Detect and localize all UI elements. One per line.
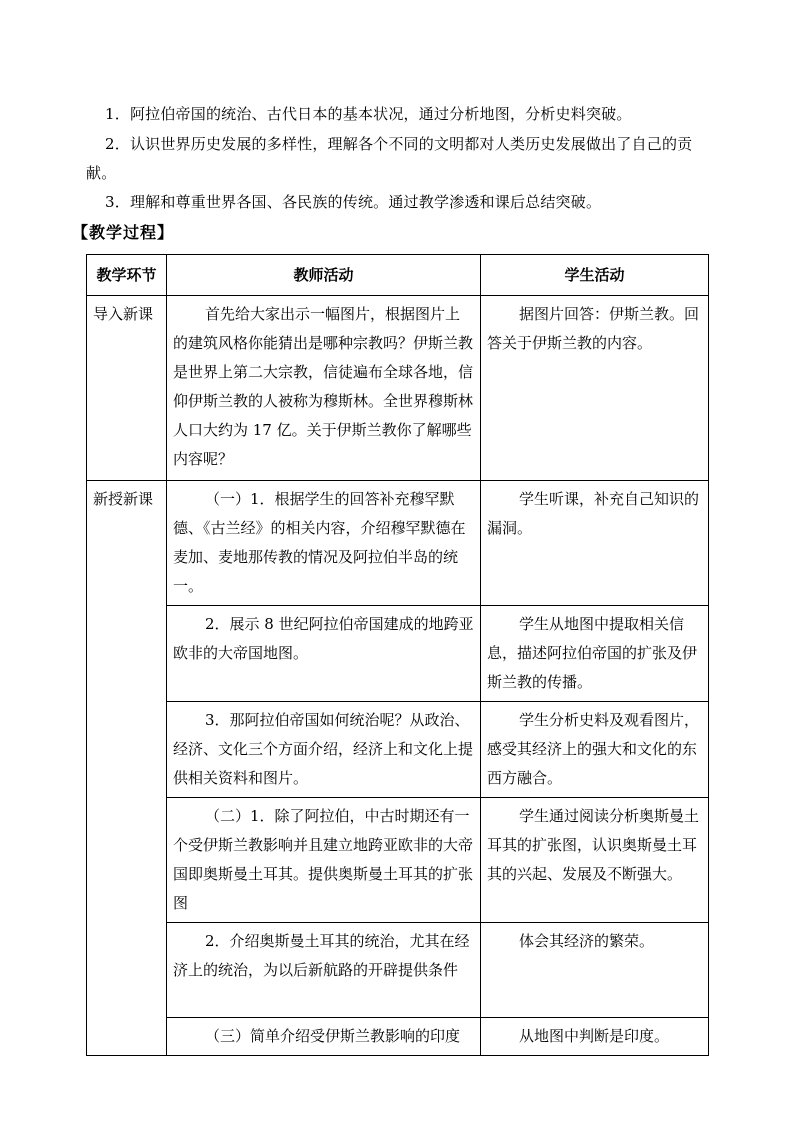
student-activity-cell: 学生通过阅读分析奥斯曼土耳其的扩张图，认识奥斯曼土耳其的兴起、发展及不断强大。 (481, 798, 709, 923)
table-row (87, 702, 709, 798)
header-teacher-activity: 教师活动 (167, 255, 481, 296)
objective-2: 2．认识世界历史发展的多样性，理解各个不同的文明都对人类历史发展做出了自己的贡献。 (86, 135, 693, 182)
table-row (87, 296, 709, 481)
student-activity-cell: 体会其经济的繁荣。 (481, 923, 709, 1018)
table-row (87, 606, 709, 702)
section-heading: 【教学过程】 (72, 223, 175, 242)
teacher-activity-cell: 2．展示 8 世纪阿拉伯帝国建成的地跨亚欧非的大帝国地图。 (167, 606, 481, 702)
stage-cell: 新授新课 (87, 481, 167, 1056)
teacher-activity-cell: （三）简单介绍受伊斯兰教影响的印度 (167, 1018, 481, 1056)
table-row (87, 1018, 709, 1056)
header-student-activity: 学生活动 (481, 255, 709, 296)
teacher-activity-cell: （二）1．除了阿拉伯，中古时期还有一个受伊斯兰教影响并且建立地跨亚欧非的大帝国即奥斯曼土耳其。提供奥斯曼土耳其的扩张图 (167, 798, 481, 923)
student-activity-cell: 据图片回答：伊斯兰教。回答关于伊斯兰教的内容。 (481, 296, 709, 481)
teacher-activity-cell: （一）1．根据学生的回答补充穆罕默德、《古兰经》的相关内容，介绍穆罕默德在麦加、麦地那传教的情况及阿拉伯半岛的统一。 (167, 481, 481, 606)
student-activity-cell: 学生听课，补充自己知识的漏洞。 (481, 481, 709, 606)
header-stage: 教学环节 (87, 255, 167, 296)
student-activity-cell: 从地图中判断是印度。 (481, 1018, 709, 1056)
table-row (87, 923, 709, 1018)
stage-cell: 导入新课 (87, 296, 167, 481)
objective-3: 3．理解和尊重世界各国、各民族的传统。通过教学渗透和课后总结突破。 (105, 193, 602, 211)
student-activity-cell: 学生分析史料及观看图片，感受其经济上的强大和文化的东西方融合。 (481, 702, 709, 798)
teaching-process-table (86, 254, 709, 1056)
table-row (87, 798, 709, 923)
student-activity-cell: 学生从地图中提取相关信息，描述阿拉伯帝国的扩张及伊斯兰教的传播。 (481, 606, 709, 702)
teacher-activity-cell: 首先给大家出示一幅图片，根据图片上的建筑风格你能猜出是哪种宗教吗？伊斯兰教是世界上第二大宗教，信徒遍布全球各地，信仰伊斯兰教的人被称为穆斯林。全世界穆斯林人口大约为 17 亿。关于伊斯兰教你了解哪些内容呢？ (167, 296, 481, 481)
teacher-activity-cell: 2．介绍奥斯曼土耳其的统治，尤其在经济上的统治，为以后新航路的开辟提供条件 (167, 923, 481, 1018)
teacher-activity-cell: 3．那阿拉伯帝国如何统治呢？从政治、经济、文化三个方面介绍，经济上和文化上提供相关资料和图片。 (167, 702, 481, 798)
table-header-row (87, 255, 709, 296)
table-row (87, 481, 709, 606)
objective-1: 1．阿拉伯帝国的统治、古代日本的基本状况，通过分析地图，分析史料突破。 (105, 105, 632, 123)
